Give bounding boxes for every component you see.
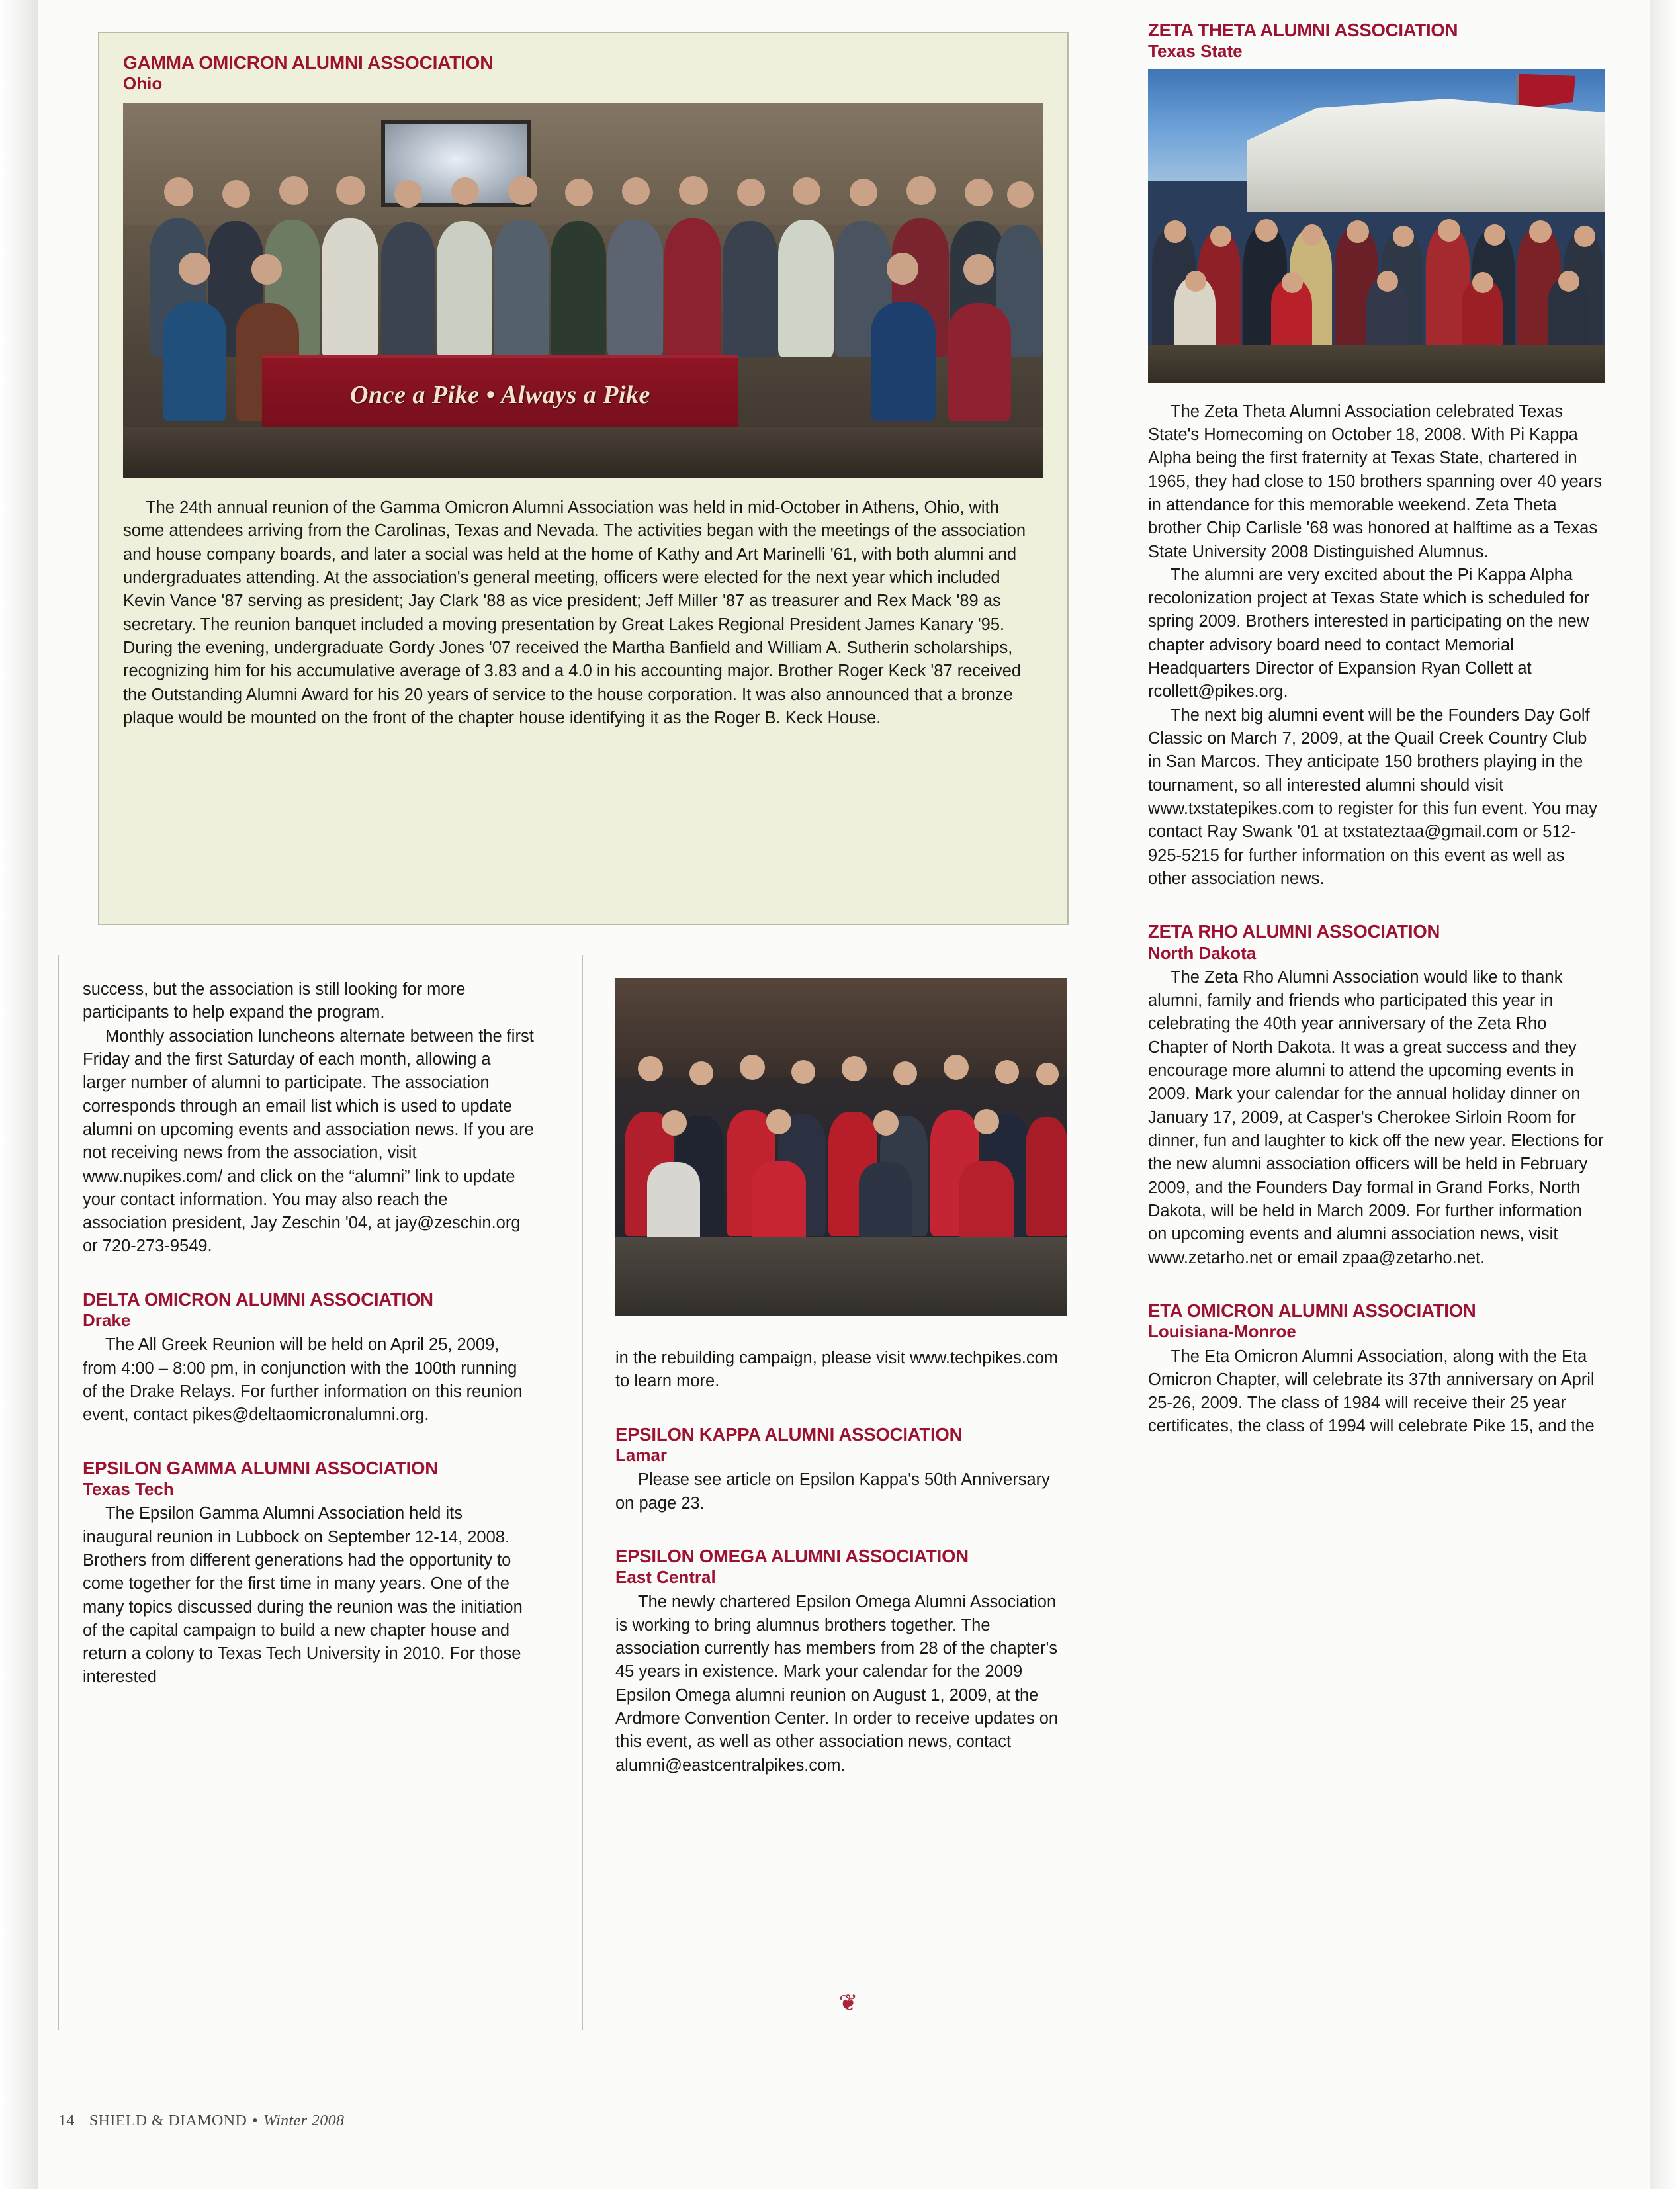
- section-eta-omicron: [1148, 1300, 1605, 1439]
- column-two: [615, 1347, 1067, 1777]
- column-three: [1148, 20, 1605, 1439]
- photo-floor: [615, 1237, 1067, 1316]
- zeta-rho-paragraph: The Zeta Rho Alumni Association would like to thank alumni, family and friends who participated this year in celebrating the 40th year anniversary of the Zeta Rho Chapter of North Dakota. It was a great success and they encourage more alumni to attend the upcoming events in 2009. Mark your calendar for the annual holiday dinner on January 17, 2009, at Casper's Cherokee Sirloin Room for dinner, fun and laughter to kick off the new year. Elections for the new alumni association officers will be held in February 2009, and the Founders Day formal in Grand Forks, North Dakota, will be held in March 2009. For further information on upcoming events and alumni association news, visit www.zetarho.net or email zpaa@zetarho.net.: [1148, 967, 1604, 1267]
- photo-caption-spacer: [1148, 383, 1605, 400]
- section-spacer: [615, 1394, 1067, 1424]
- footer-separator: •: [252, 2112, 259, 2129]
- epsilon-gamma-reunion-group-photo: [615, 978, 1067, 1316]
- zeta-rho-subheading: North Dakota: [1148, 942, 1257, 963]
- epsilon-kappa-heading: EPSILON KAPPA ALUMNI ASSOCIATION: [615, 1423, 963, 1445]
- heart-dingbat-icon: ❦: [838, 1990, 858, 2016]
- banner-slogan: Once a Pike • Always a Pike: [350, 381, 650, 409]
- section-spacer: [83, 1427, 535, 1458]
- delta-omicron-heading: DELTA OMICRON ALUMNI ASSOCIATION: [83, 1288, 433, 1310]
- continued-paragraph-2: Monthly association luncheons alternate between the first Friday and the first Saturday of each month, allowing a larger number of alumni to participate. The association corresponds through an email list which is used to update alumni on upcoming events and association news. If you are not receiving news from the association, visit www.nupikes.com/ and click on the “alumni” link to update your contact information. You may also reach the association president, Jay Zeschin '04, at jay@zeschin.org or 720-273-9549.: [83, 1026, 534, 1256]
- section-spacer: [1148, 1270, 1605, 1300]
- issue-label: Winter 2008: [263, 2112, 345, 2129]
- section-epsilon-omega: [615, 1546, 1067, 1777]
- section-delta-omicron: [83, 1289, 535, 1427]
- section-zeta-rho: [1148, 921, 1605, 1270]
- zeta-theta-paragraph-2: The alumni are very excited about the Pi Kappa Alpha recolonization project at Texas State which is scheduled for spring 2009. Brothers interested in participating on the new chapter advisory board need to contact Memorial Headquarters Director of Expansion Ryan Collett at rcollett@pikes.org.: [1148, 565, 1590, 701]
- section-epsilon-gamma: [83, 1458, 535, 1689]
- page-edge-left: [0, 0, 38, 2189]
- feature-caption-text: The 24th annual reunion of the Gamma Omicron Alumni Association was held in mid-October in Athens, Ohio, with some attendees arriving from the Carolinas, Texas and Nevada. The activities began with the meetings of the association and house company boards, and later a social was held at the home of Kathy and Art Marinelli '61, with both alumni and undergraduates attending. At the association's general meeting, officers were elected for the next year which included Kevin Vance '87 serving as president; Jay Clark '88 as vice president; Jeff Miller '87 as treasurer and Rex Mack '89 as secretary. The reunion banquet included a moving presentation by Great Lakes Regional President James Kanary '95. During the evening, undergraduate Gordy Jones '07 received the Martha Banfield and William A. Sutherin scholarships, recognizing him for his accumulative average of 3.83 and a 4.0 in his accounting major. Brother Roger Keck '87 received the Outstanding Alumni Award for his 20 years of service to the house corporation. It was also announced that a bronze plaque would be mounted on the front of the chapter house identifying it as the Roger B. Keck House.: [123, 498, 1026, 727]
- eta-omicron-heading: ETA OMICRON ALUMNI ASSOCIATION: [1148, 1300, 1476, 1321]
- section-spacer: [615, 1515, 1067, 1546]
- column-rule-a: [582, 955, 583, 2030]
- zeta-theta-paragraph-3: The next big alumni event will be the Founders Day Golf Classic on March 7, 2009, at the Quail Creek Country Club in San Marcos. They anticipate 150 brothers playing in the tournament, so all interested alumni should visit www.txstatepikes.com to register for this fun event. You may contact Ray Swank '01 at txstateztaa@gmail.com or 512-925-5215 for further information on this event as well as other association news.: [1148, 705, 1597, 888]
- page-footer: [58, 2112, 344, 2130]
- epsilon-gamma-subheading: Texas Tech: [83, 1479, 174, 1499]
- epsilon-omega-paragraph: The newly chartered Epsilon Omega Alumni Association is working to bring alumnus brothers together. The association currently has members from 28 of the chapter's 45 years in existence. Mark your calendar for the 2009 Epsilon Omega alumni reunion on August 1, 2009, at the Ardmore Convention Center. In order to receive updates on this event, as well as other association news, contact alumni@eastcentralpikes.com.: [615, 1592, 1059, 1775]
- feature-association-subheading: Ohio: [123, 73, 163, 94]
- photo-ground: [1148, 345, 1605, 383]
- column-one: [83, 978, 535, 1689]
- epsilon-omega-heading: EPSILON OMEGA ALUMNI ASSOCIATION: [615, 1545, 969, 1566]
- feature-caption: [123, 496, 1043, 730]
- epsilon-gamma-heading: EPSILON GAMMA ALUMNI ASSOCIATION: [83, 1457, 438, 1478]
- zeta-theta-paragraph-1: The Zeta Theta Alumni Association celebrated Texas State's Homecoming on October 18, 2008. With Pi Kappa Alpha being the first fraternity at Texas State, chartered in 1965, they had close to 150 brothers spanning over 40 years in attendance for this memorable weekend. Zeta Theta brother Chip Carlisle '68 was honored at halftime as a Texas State University 2008 Distinguished Alumnus.: [1148, 402, 1603, 561]
- feature-association-heading: GAMMA OMICRON ALUMNI ASSOCIATION: [123, 52, 494, 73]
- section-spacer: [1148, 891, 1605, 921]
- gamma-omicron-reunion-group-photo: [123, 103, 1043, 478]
- epsilon-omega-subheading: East Central: [615, 1567, 716, 1587]
- photo-floor: [123, 427, 1043, 478]
- epsilon-kappa-paragraph: Please see article on Epsilon Kappa's 50th Anniversary on page 23.: [615, 1470, 1050, 1513]
- zeta-theta-homecoming-tent-photo: [1148, 69, 1605, 383]
- photo-crowd: [123, 139, 1043, 357]
- delta-omicron-subheading: Drake: [83, 1310, 131, 1331]
- continued-paragraph-1: success, but the association is still looking for more participants to help expand the program.: [83, 980, 466, 1022]
- epsilon-gamma-continued-paragraph: in the rebuilding campaign, please visit www.techpikes.com to learn more.: [615, 1349, 1059, 1391]
- eta-omicron-subheading: Louisiana-Monroe: [1148, 1321, 1296, 1342]
- eta-omicron-paragraph: The Eta Omicron Alumni Association, along with the Eta Omicron Chapter, will celebrate its 37th anniversary on April 25-26, 2009. The class of 1984 will receive their 25 year certificates, the class of 1994 will celebrate Pike 15, and the: [1148, 1347, 1595, 1436]
- section-zeta-theta: [1148, 20, 1605, 891]
- section-spacer: [83, 1259, 535, 1289]
- column-rule-left: [58, 955, 59, 2030]
- zeta-rho-heading: ZETA RHO ALUMNI ASSOCIATION: [1148, 921, 1440, 942]
- page-number: 14: [58, 2112, 75, 2129]
- zeta-theta-heading: ZETA THETA ALUMNI ASSOCIATION: [1148, 20, 1458, 40]
- section-epsilon-kappa: [615, 1424, 1067, 1515]
- page-edge-right: [1650, 0, 1680, 2189]
- feature-article-box: [98, 32, 1069, 925]
- epsilon-gamma-paragraph: The Epsilon Gamma Alumni Association held its inaugural reunion in Lubbock on September 12-14, 2008. Brothers from different generations had the opportunity to come together for the first time in many years. One of the many topics discussed during the reunion was the initiation of the capital campaign to build a new chapter house and return a colony to Texas Tech University in 2010. For those interested: [83, 1504, 523, 1687]
- epsilon-kappa-subheading: Lamar: [615, 1445, 668, 1466]
- zeta-theta-subheading: Texas State: [1148, 41, 1243, 62]
- delta-omicron-paragraph: The All Greek Reunion will be held on April 25, 2009, from 4:00 – 8:00 pm, in conjunction with the 100th running of the Drake Relays. For further information on this reunion event, contact pikes@deltaomicronalumni.org.: [83, 1335, 523, 1425]
- publication-title: SHIELD & DIAMOND: [89, 2112, 247, 2129]
- feature-heading-block: [123, 52, 493, 97]
